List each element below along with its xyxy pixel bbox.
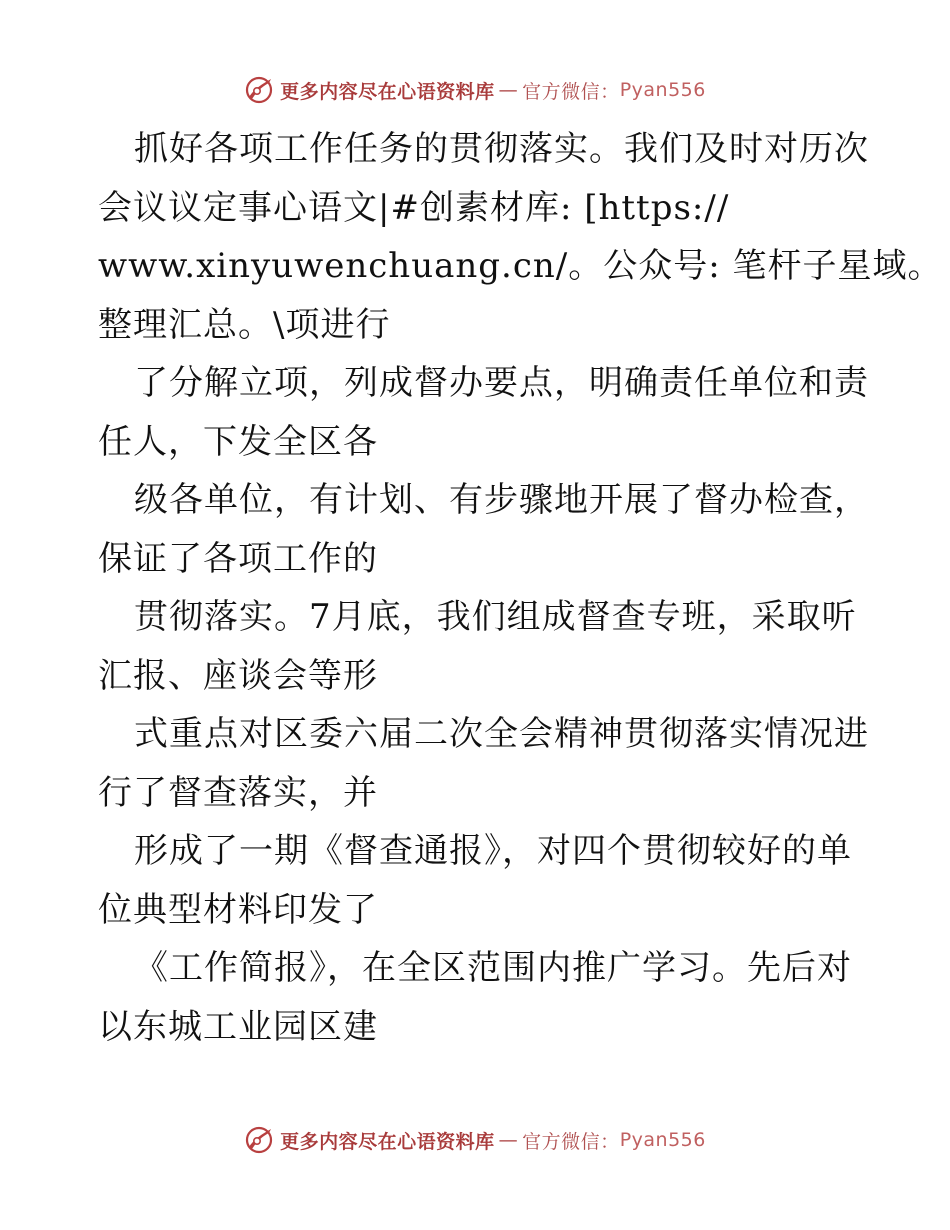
footer-watermark: [0, 1120, 950, 1160]
watermark-wechat-label: 官方微信：: [522, 80, 620, 103]
text-line: 会议议定事心语文|#创素材库: [https://: [98, 187, 730, 228]
text-line: 位典型材料印发了: [98, 889, 378, 930]
text-line: 贯彻落实。7月底，我们组成督查专班，采取听: [134, 597, 857, 637]
watermark-wechat-id: Pyan556: [619, 1129, 706, 1151]
pen-logo-icon: [244, 75, 274, 105]
text-line: 整理汇总。\项进行: [98, 304, 391, 345]
text-line: 《工作简报》，在全区范围内推广学习。先后对: [134, 948, 852, 988]
text-line: 级各单位，有计划、有步骤地开展了督办检查，: [134, 480, 869, 520]
text-line: 式重点对区委六届二次全会精神贯彻落实情况进: [134, 714, 869, 754]
watermark-main-text: 更多内容尽在心语资料库: [280, 80, 495, 103]
text-line: 行了督查落实，并: [98, 772, 378, 813]
document-body: [98, 120, 943, 1056]
text-line: 了分解立项，列成督办要点，明确责任单位和责: [134, 363, 869, 403]
text-line: 形成了一期《督查通报》，对四个贯彻较好的单: [134, 831, 852, 871]
watermark-separator: —: [498, 79, 519, 101]
header-watermark: [0, 70, 950, 110]
text-line: www.xinyuwenchuang.cn/。公众号: 笔杆子星域。: [98, 246, 943, 286]
pen-logo-icon: [244, 1125, 274, 1155]
watermark-main-text: 更多内容尽在心语资料库: [280, 1130, 495, 1153]
text-line: 任人，下发全区各: [98, 421, 378, 462]
watermark-wechat-id: Pyan556: [619, 79, 706, 101]
text-line: 保证了各项工作的: [98, 538, 378, 579]
text-line: 抓好各项工作任务的贯彻落实。我们及时对历次: [134, 129, 869, 169]
text-line: 以东城工业园区建: [98, 1006, 378, 1047]
watermark-wechat-label: 官方微信：: [522, 1130, 620, 1153]
watermark-separator: —: [498, 1129, 519, 1151]
text-line: 汇报、座谈会等形: [98, 655, 378, 696]
